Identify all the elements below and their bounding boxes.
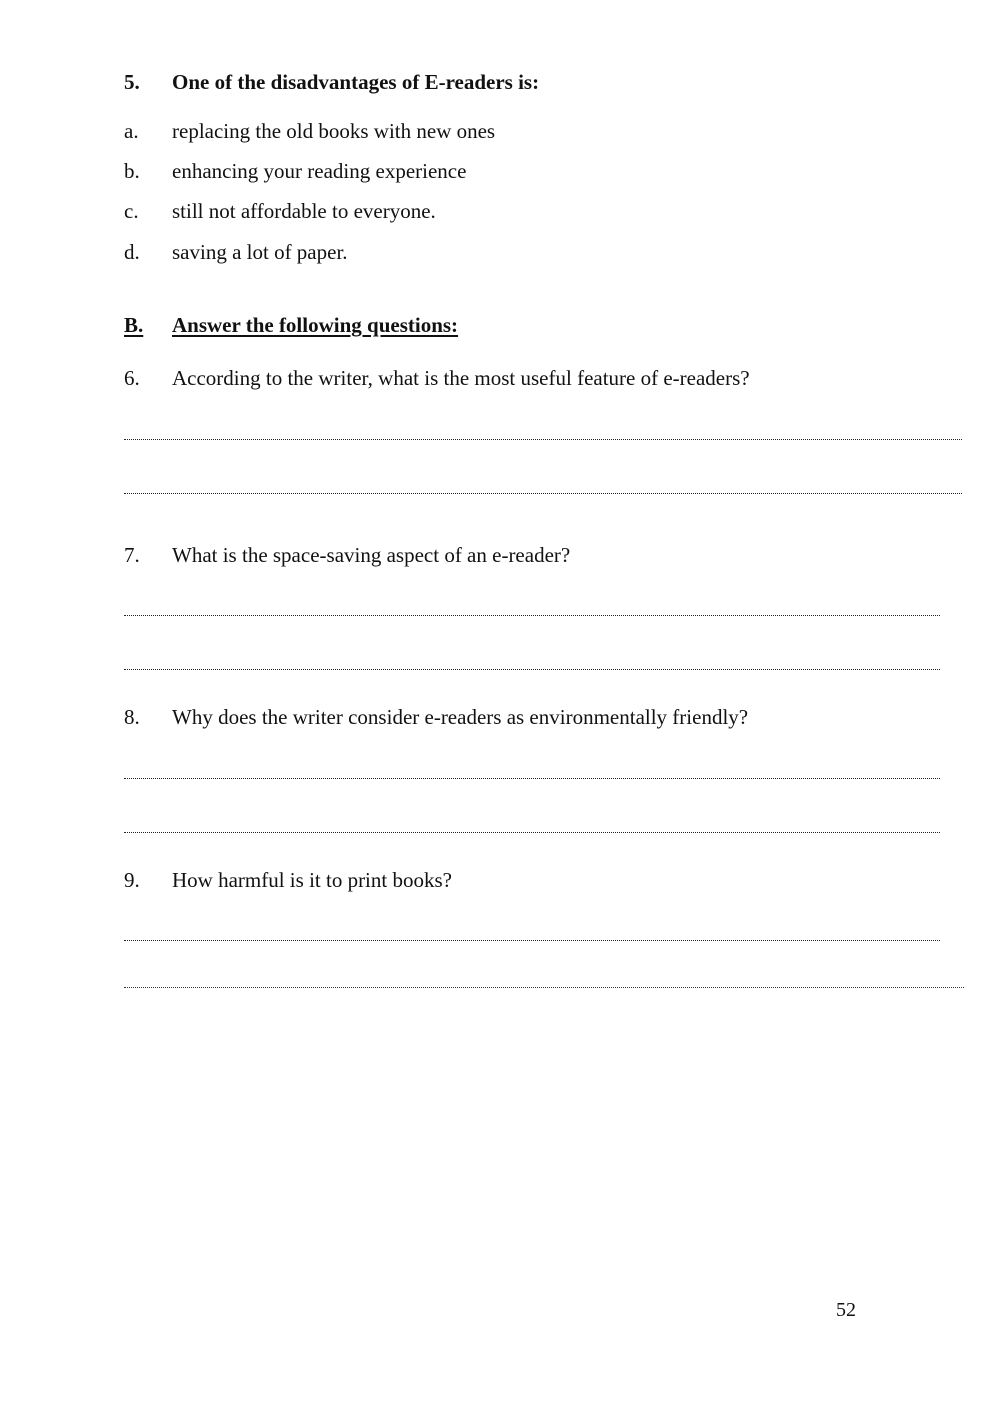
q9-answer-line-1[interactable] <box>124 940 940 941</box>
q7-answer-line-1[interactable] <box>124 615 940 616</box>
q8-number: 8. <box>124 705 140 729</box>
q6-text: According to the writer, what is the most useful feature of e-readers? <box>172 366 750 390</box>
q5-option-b-text: enhancing your reading experience <box>172 159 467 183</box>
q5-option-c-text: still not affordable to everyone. <box>172 199 436 223</box>
q7-answer-line-2[interactable] <box>124 669 940 670</box>
q8-text: Why does the writer consider e-readers as environmentally friendly? <box>172 705 749 729</box>
q6-answer-line-2[interactable] <box>124 493 962 494</box>
q5-option-a-letter: a. <box>124 119 139 143</box>
section-b-label: B. <box>124 313 144 337</box>
q5-option-a-text: replacing the old books with new ones <box>172 119 496 143</box>
q9-number: 9. <box>124 868 140 892</box>
q7-number: 7. <box>124 543 140 567</box>
q6-answer-line-1[interactable] <box>124 439 962 440</box>
q5-option-b-letter: b. <box>124 159 140 183</box>
q5-question: One of the disadvantages of E-readers is: <box>172 70 540 94</box>
q9-text: How harmful is it to print books? <box>172 868 452 892</box>
section-b-title: Answer the following questions: <box>172 313 459 337</box>
q5-option-d-letter: d. <box>124 240 140 264</box>
q8-answer-line-1[interactable] <box>124 778 940 779</box>
page-number: 52 <box>836 1299 856 1321</box>
q5-number: 5. <box>124 70 140 94</box>
q5-option-d-text: saving a lot of paper. <box>172 240 348 264</box>
q8-answer-line-2[interactable] <box>124 832 940 833</box>
q7-text: What is the space-saving aspect of an e-reader? <box>172 543 571 567</box>
q6-number: 6. <box>124 366 140 390</box>
q9-answer-line-2[interactable] <box>124 987 964 988</box>
q5-option-c-letter: c. <box>124 199 139 223</box>
